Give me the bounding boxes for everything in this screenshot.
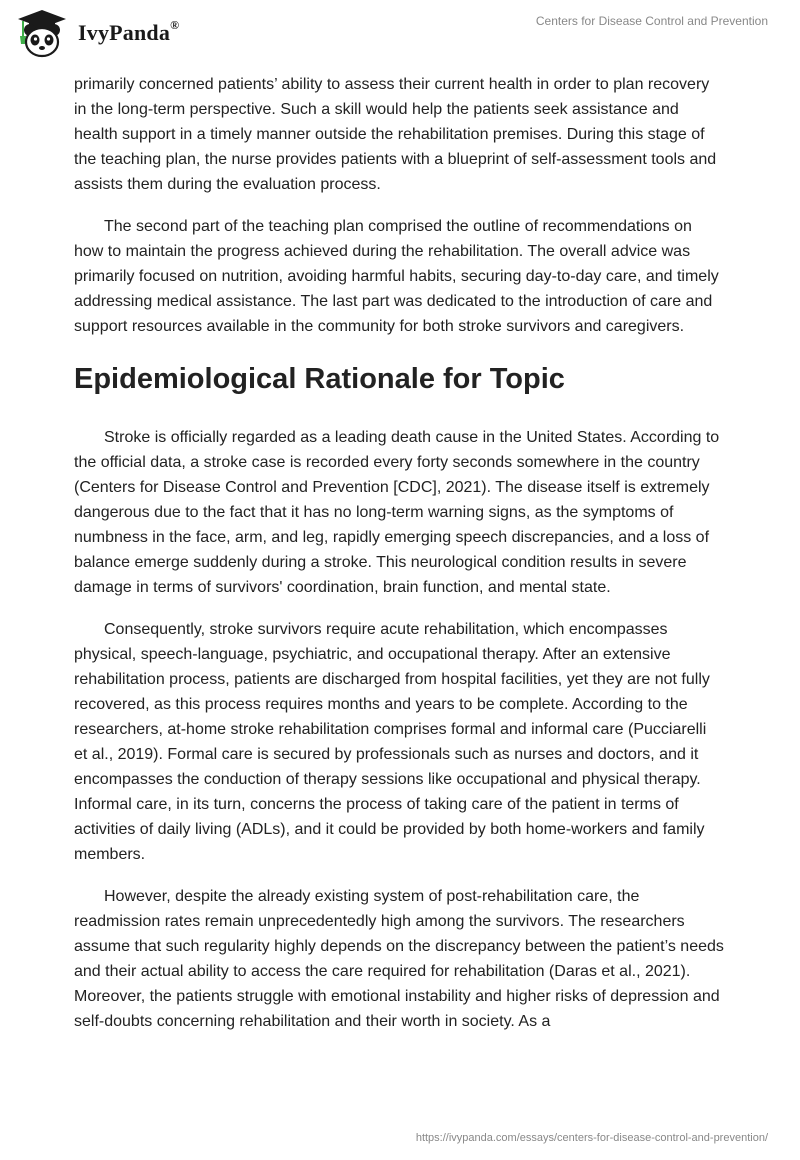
- registered-mark: ®: [170, 18, 180, 32]
- brand-name: IvyPanda®: [78, 18, 180, 45]
- section-heading: Epidemiological Rationale for Topic: [74, 363, 565, 395]
- document-title: Centers for Disease Control and Prevention: [535, 14, 768, 28]
- paragraph: Consequently, stroke survivors require acute rehabilitation, which encompasses physical, speech-language, psychiatric, and occupational therapy. After an extensive rehabilitation process, patients are discharged from hospital facilities, yet they are not fully recovered, as this process requires months and years to be complete. According to the researchers, at-home stroke rehabilitation comprises formal and informal care (Pucciarelli et al., 2019). Formal care is secured by professionals such as nurses and doctors, and it encompasses the conduction of therapy sessions like occupational and physical therapy. Informal care, in its turn, concerns the process of taking care of the patient in terms of activities of daily living (ADLs), and it could be provided by both home-workers and family members.: [74, 621, 710, 863]
- panda-graduation-cap-icon: [14, 8, 70, 58]
- paragraph: The second part of the teaching plan comprised the outline of recommendations on how to maintain the progress achieved during the rehabilitation. The overall advice was primarily focused on nutrition, avoiding harmful habits, securing day-to-day care, and timely addressing medical assistance. The last part was dedicated to the introduction of care and support resources available in the community for both stroke survivors and caregivers.: [74, 218, 719, 335]
- paragraph: primarily concerned patients’ ability to assess their current health in order to plan recovery in the long-term perspective. Such a skill would help the patients seek assistance and health support in a timely manner outside the rehabilitation premises. During this stage of the teaching plan, the nurse provides patients with a blueprint of self-assessment tools and assists them during the evaluation process.: [74, 76, 717, 193]
- page-header: [0, 0, 800, 70]
- ivypanda-logo[interactable]: [14, 8, 179, 58]
- paragraph: Stroke is officially regarded as a leading death cause in the United States. According to the official data, a stroke case is recorded every forty seconds somewhere in the country (Centers for Disease Control and Prevention [CDC], 2021). The disease itself is extremely dangerous due to the fact that it has no long-term warning signs, as the symptoms of numbness in the face, arm, and leg, rapidly emerging speech discrepancies, and a loss of balance emerge suddenly during a stroke. This neurological condition results in severe damage in terms of survivors' coordination, brain function, and mental state.: [74, 429, 720, 596]
- paragraph: However, despite the already existing system of post-rehabilitation care, the readmission rates remain unprecedentedly high among the survivors. The researchers assume that such regularity highly depends on the discrepancy between the patient’s needs and their actual ability to access the care required for rehabilitation (Daras et al., 2021). Moreover, the patients struggle with emotional instability and higher risks of depression and self-doubts concerning rehabilitation and their worth in society. As a: [74, 888, 724, 1030]
- essay-body: [74, 72, 724, 1051]
- footer-url[interactable]: https://ivypanda.com/essays/centers-for-disease-control-and-prevention/: [415, 1132, 768, 1144]
